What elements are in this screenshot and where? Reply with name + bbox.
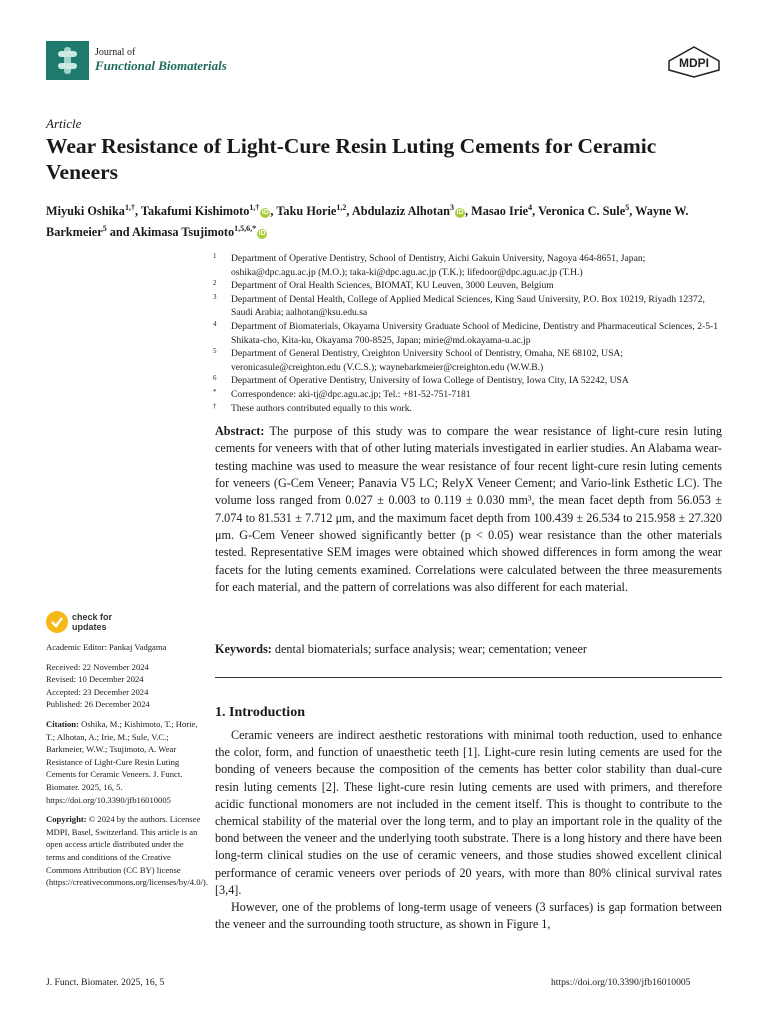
affiliations bbox=[211, 252, 726, 415]
section-body bbox=[215, 727, 722, 933]
revised-date: Revised: 10 December 2024 bbox=[46, 674, 144, 685]
check-for-updates-button[interactable] bbox=[46, 611, 176, 637]
paper-title: Wear Resistance of Light-Cure Resin Luting Cements for Ceramic Veneers bbox=[46, 134, 657, 184]
author-list: Miyuki Oshika$^{1,\dagger}$, Takafumi Kishimoto$^{1,\dagger}$iD , Taku Horie$^{1,2}$, Abdulaziz Alhotan$^3$iD , Masao Irie$^4$, Veronica C. Sule$^5$, Wayne W. Barkmeier$^5$ and Akimasa Tsujimoto$^{1,5,6,*}$iD bbox=[46, 203, 689, 240]
paragraph: Ceramic veneers are indirect aesthetic restorations with minimal tooth reduction, used to enhance the color, form, and function of unaesthetic teeth [1]. Light-cure resin luting cements are used for the bonding of veneers because the composition of the cements has better color stability than dual-cure resin luting cements [2]. These light-cure resin luting cements are used with primers, and therefore acidic functional monomers are not included in the cement itself. This is thought to contribute to the chemical stability of the material over the long term, and to play an important role in the quality of the bond between the veneer and the underlying tooth substrate. There is a long history and there have been long-term clinical studies on the use of ceramic veneers, and those studies showed excellent clinical performance of ceramic veneers over periods of 20 years, with more than 80% clinical survival rates [3,4]. bbox=[215, 728, 722, 897]
affiliation-item: 1 Department of Operative Dentistry, School of Dentistry, Aichi Gakuin University, Nagoya 464-8651, Japan; oshika@dpc.agu.ac.jp (M.O.); taka-ki@dpc.agu.ac.jp (T.K.); lifedoor@dpc.agu.ac.jp (T.H.) bbox=[213, 252, 646, 278]
divider bbox=[215, 677, 722, 678]
abstract bbox=[215, 423, 722, 596]
footer-citation: J. Funct. Biomater. 2025, 16, 5 bbox=[46, 977, 165, 988]
accepted-date: Accepted: 23 December 2024 bbox=[46, 686, 149, 697]
abstract-label: Abstract: bbox=[215, 424, 265, 438]
keywords-text: dental biomaterials; surface analysis; wear; cementation; veneer bbox=[274, 642, 587, 656]
check-updates-line2: updates bbox=[72, 621, 107, 632]
affiliation-item: 6 Department of Operative Dentistry, University of Iowa College of Dentistry, Iowa City, IA 52242, USA bbox=[213, 374, 629, 387]
paragraph: However, one of the problems of long-term usage of veneers (3 surfaces) is gap formation between the veneer and the surrounding tooth structure, as shown in Figure 1, bbox=[215, 900, 722, 932]
check-updates-line1: check for bbox=[72, 612, 113, 622]
copyright-label: Copyright: bbox=[46, 814, 87, 825]
author-name[interactable]: Wayne W. Barkmeier bbox=[46, 204, 689, 240]
journal-title bbox=[95, 46, 227, 72]
journal-prefix: Journal of bbox=[95, 47, 136, 58]
received-date: Received: 22 November 2024 bbox=[46, 661, 149, 672]
orcid-icon[interactable]: iD bbox=[258, 230, 266, 238]
article-sidebar bbox=[46, 641, 208, 896]
publisher-logo bbox=[666, 46, 722, 78]
author-name[interactable]: Taku Horie bbox=[276, 204, 337, 219]
affiliation-item: 3 Department of Dental Health, College of Applied Medical Sciences, King Saud University, P.O. Box 10219, Riyadh 12372, Saudi Arabia; aalhotan@ksu.edu.sa bbox=[213, 292, 705, 319]
equal-contribution-note: † These authors contributed equally to this work. bbox=[213, 401, 412, 414]
affiliation-item: 4 Department of Biomaterials, Okayama University Graduate School of Medicine, Dentistry and Pharmaceutical Sciences, 2-5-1 Shikata-cho, Kita-ku, Okayama 700-8525, Japan; mirie@md.okayama-u.ac.jp bbox=[213, 319, 718, 346]
author-name[interactable]: Veronica C. Sule bbox=[538, 204, 626, 219]
author-name[interactable]: Masao Irie bbox=[471, 204, 529, 219]
orcid-icon[interactable]: iD bbox=[456, 209, 464, 217]
academic-editor: Academic Editor: Pankaj Vadgama bbox=[46, 642, 167, 652]
affiliation-item: 2 Department of Oral Health Sciences, BIOMAT, KU Leuven, 3000 Leuven, Belgium bbox=[213, 279, 554, 292]
correspondence: * Correspondence: aki-tj@dpc.agu.ac.jp; Tel.: +81-52-751-7181 bbox=[213, 387, 471, 400]
orcid-icon[interactable]: iD bbox=[261, 209, 269, 217]
abstract-text: The purpose of this study was to compare the wear resistance of light-cure resin luting cements for veneers with that of other luting materials investigated in earlier studies. An Alabama wear-testing machine was used to measure the wear resistance of four recent light-cure resin luting cements for veneers (G-Cem Veneer; Panavia V5 LC; RelyX Veneer Cement; and Vario-link Esthetic LC). The volume loss ranged from 0.027 ± 0.003 to 0.119 ± 0.030 mm³, the mean facet depth from 56.053 ± 7.074 to 81.531 ± 7.712 μm, and the maximum facet depth from 100.439 ± 26.534 to 215.958 ± 27.320 μm. G-Cem Veneer showed significantly better (p < 0.05) wear resistance than the other materials tested. Representative SEM images were obtained which showed differences in form among the wear facets for the luting cements examined. Correlations were calculated between the three measurements for each material, and the pattern of correlations was also different for each material. bbox=[215, 424, 722, 595]
author-name[interactable]: Akimasa Tsujimoto bbox=[132, 225, 235, 240]
citation-text: Oshika, M.; Kishimoto, T.; Horie, T.; Alhotan, A.; Irie, M.; Sule, V.C.; Barkmeier, W.W.; Tsujimoto, A. Wear Resistance of Light-Cure Resin Luting Cements for Ceramic Veneers. J. Funct. Biomater. 2025, 16, 5. https://doi.org/10.3390/jfb16010005 bbox=[46, 718, 198, 805]
footer-doi-link[interactable]: https://doi.org/10.3390/jfb16010005 bbox=[551, 977, 691, 988]
journal-name: Functional Biomaterials bbox=[95, 58, 227, 73]
author-conjunction: and bbox=[109, 225, 130, 240]
author-name[interactable]: Abdulaziz Alhotan bbox=[351, 204, 450, 219]
citation-label: Citation: bbox=[46, 718, 79, 729]
check-icon bbox=[46, 611, 68, 633]
keywords bbox=[215, 641, 722, 658]
affiliation-item: 5 Department of General Dentistry, Creighton University School of Dentistry, Omaha, NE 68102, USA; veronicasule@creighton.edu (V.C.S.); waynebarkmeier@creighton.edu (W.W.B.) bbox=[213, 347, 624, 373]
published-date: Published: 26 December 2024 bbox=[46, 699, 150, 710]
author-name[interactable]: Miyuki Oshika bbox=[46, 204, 125, 219]
journal-logo bbox=[46, 41, 89, 80]
keywords-label: Keywords: bbox=[215, 642, 272, 656]
svg-text:MDPI: MDPI bbox=[679, 56, 709, 70]
article-type: Article bbox=[46, 116, 82, 131]
copyright-text: © 2024 by the authors. Licensee MDPI, Basel, Switzerland. This article is an open access article distributed under the terms and conditions of the Creative Commons Attribution (CC BY) license (https://creativecommons.org/licenses/by/4.0/). bbox=[46, 814, 208, 888]
section-heading: 1. Introduction bbox=[215, 705, 305, 720]
author-name[interactable]: Takafumi Kishimoto bbox=[140, 204, 250, 219]
